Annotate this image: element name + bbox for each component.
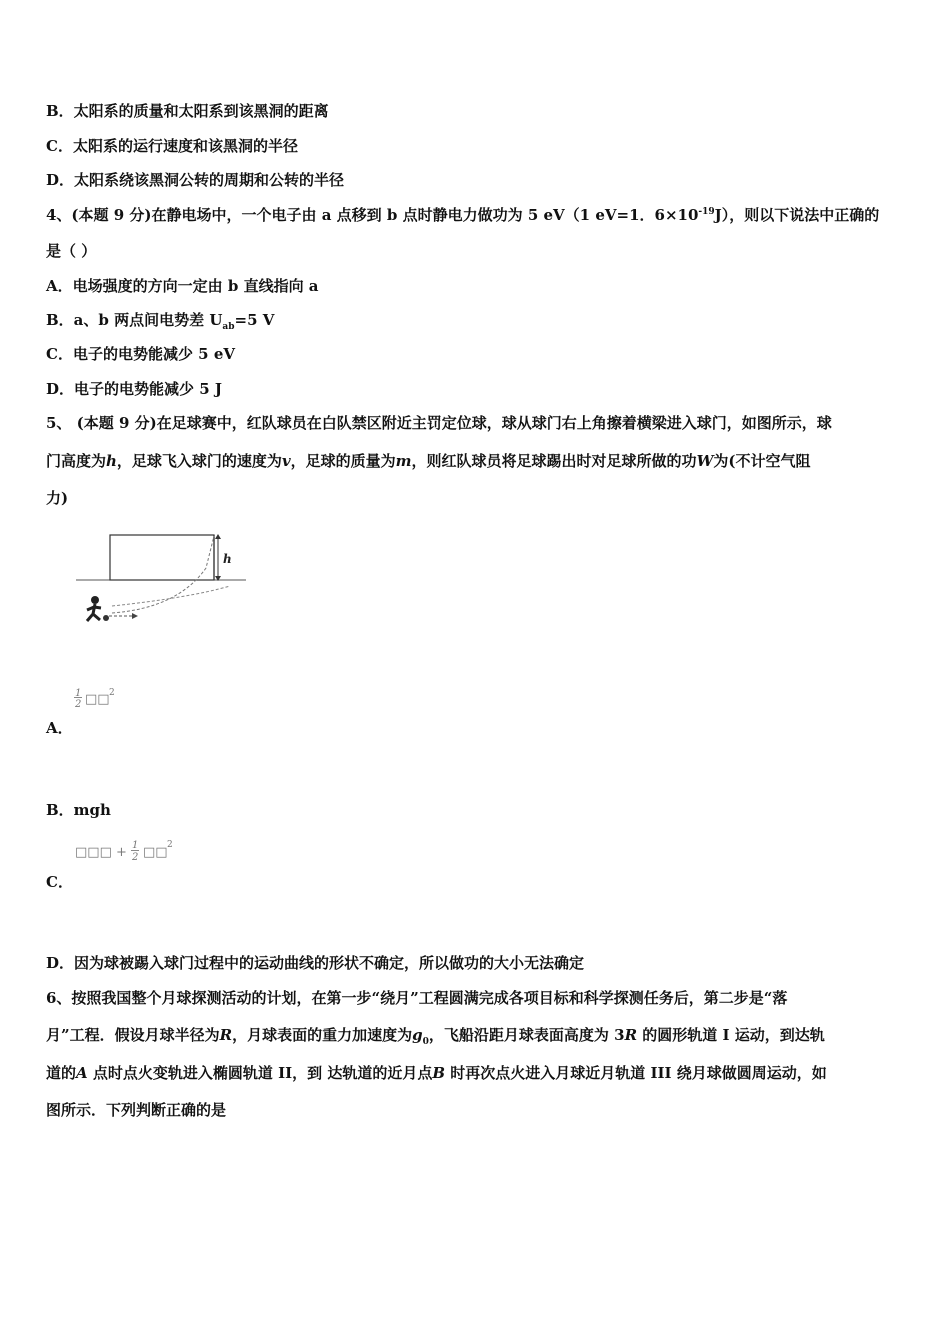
formula-c-numerator: 1 [132,840,139,851]
q4-stem-text-a: 4、(本题 9 分)在静电场中，一个电子由 a 点移到 b 点时静电力做功为 5 eV（1 eV=1．6×10 [46,206,699,224]
q4-stem-exponent: -19 [698,207,715,217]
q5-text-c: ，足球的质量为 [290,452,396,470]
q5-var-v: v [281,452,291,470]
q6-var-R: R [219,1026,233,1044]
formula-a-fraction-bar [74,697,82,698]
ball-trajectory-upper [112,536,214,613]
q4-option-a: A．电场强度的方向一定由 b 直线指向 a [46,277,319,295]
q5-option-d: D．因为球被踢入球门过程中的运动曲线的形状不确定，所以做功的大小无法确定 [46,954,585,972]
formula-a-numerator: 1 [75,688,82,699]
formula-c-exponent: 2 [167,840,173,850]
q5-option-a: A． [46,719,73,737]
q5-stem-line-2 [46,451,811,471]
figure-label-h: h [223,552,232,566]
q5-var-m: m [395,452,412,470]
formula-a-body: □□ [85,692,110,707]
height-arrow-up-icon [215,534,221,539]
q6-text-c: ，飞船沿距月球表面高度为 3 [428,1026,625,1044]
formula-c-fraction-bar [131,850,139,851]
q5-stem-line-1: 5、 (本题 9 分)在足球赛中，红队球员在白队禁区附近主罚定位球，球从球门右上角擦着横梁进入球门，如图所示，球 [46,414,832,432]
q6-text-d: 的圆形轨道 I 运动，到达轨 [637,1026,825,1044]
q6-var-g-subscript: 0 [422,1037,429,1047]
q5-option-c: C． [46,873,73,891]
q4-stem-line-2: 是（ ） [46,242,97,260]
q5-stem-line-3: 力) [46,489,69,507]
q4-option-c: C．电子的电势能减少 5 eV [46,345,236,363]
q4-stem-text-b: J），则以下说法中正确的 [714,206,880,224]
formula-a-exponent: 2 [109,688,115,698]
ball-icon [103,615,109,621]
q5-text-e: 为(不计空气阻 [713,452,811,470]
formula-c-denominator: 2 [132,852,139,863]
player-body-icon [87,604,101,621]
q6-stem-line-1: 6、按照我国整个月球探测活动的计划，在第一步“绕月”工程圆满完成各项目标和科学探测任务后，第二步是“落 [46,989,788,1007]
q3-option-d: D．太阳系绕该黑洞公转的周期和公转的半径 [46,171,345,189]
q6-text-b: ，月球表面的重力加速度为 [232,1026,413,1044]
q4-option-b [46,310,274,330]
q5-text-d: ，则红队球员将足球踢出时对足球所做的功 [411,452,697,470]
formula-c-prefix: □□□ + [75,845,127,860]
player-head-icon [91,596,99,604]
q6-stem-line-2 [46,1025,825,1045]
q6-stem-line-3 [46,1063,827,1083]
q6-text-f: 点时点火变轨进入椭圆轨道 II，到 达轨道的近月点 [87,1064,433,1082]
q6-var-g: g [412,1026,423,1044]
kick-arrow-icon [132,613,138,619]
q6-var-A: A [76,1064,88,1082]
formula-c-body: □□ [143,845,168,860]
q5-soccer-figure [68,528,250,632]
q6-text-e: 道的 [46,1064,77,1082]
q4-stem-line-1 [46,205,879,225]
q6-var-R2: R [624,1026,638,1044]
q3-option-c: C．太阳系的运行速度和该黑洞的半径 [46,137,298,155]
q5-text-a: 门高度为 [46,452,107,470]
q5-option-b: B．mgh [46,801,111,819]
q5-var-W: W [696,452,714,470]
goal-frame [110,535,214,580]
ball-trajectory-lower [112,586,230,606]
q6-text-a: 月”工程．假设月球半径为 [46,1026,220,1044]
q6-stem-line-4: 图所示．下列判断正确的是 [46,1101,227,1119]
formula-a-denominator: 2 [75,699,82,710]
q4-option-d: D．电子的电势能减少 5 J [46,380,222,398]
q4-option-b-subscript: ab [222,322,235,332]
q4-option-b-pre: B．a、b 两点间电势差 U [46,311,223,329]
q5-var-h: h [106,452,117,470]
q3-option-b: B．太阳系的质量和太阳系到该黑洞的距离 [46,102,329,120]
q6-text-g: 时再次点火进入月球近月轨道 III 绕月球做圆周运动，如 [445,1064,827,1082]
q6-var-B: B [432,1064,446,1082]
q5-text-b: ，足球飞入球门的速度为 [116,452,282,470]
q5-option-c-formula [75,840,185,874]
q5-option-a-formula [73,688,133,722]
q4-option-b-post: =5 V [234,311,275,329]
